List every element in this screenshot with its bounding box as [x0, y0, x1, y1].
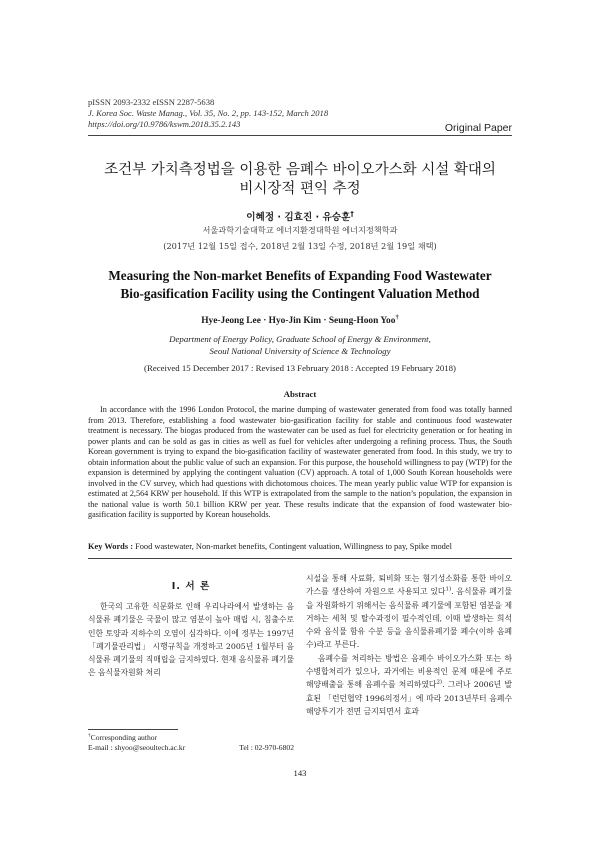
korean-title	[88, 161, 512, 199]
korean-title-line2: 비시장적 편익 추정	[239, 181, 361, 197]
footnote	[88, 733, 294, 753]
journal-header	[88, 97, 328, 130]
footnote-email[interactable]: E-mail : shyoo@seoultech.ac.kr	[88, 743, 186, 752]
reference-mark: 1)	[445, 586, 452, 593]
english-author-names: Hye-Jeong Lee · Hyo-Jin Kim · Seung-Hoon Yoo	[201, 316, 396, 326]
doi-link[interactable]: https://doi.org/10.9786/kswm.2018.35.2.143	[88, 119, 241, 129]
header-rule	[88, 135, 512, 136]
keywords-text: Food wastewater, Non-market benefits, Contingent valuation, Willingness to pay, Spike model	[135, 542, 452, 551]
journal-citation: J. Korea Soc. Waste Manag., Vol. 35, No. 2, pp. 143-152, March 2018	[88, 108, 329, 118]
reference-mark: 2)	[436, 679, 443, 686]
english-affiliation-line2: Seoul National University of Science & Technology	[209, 345, 391, 356]
keywords-label: Key Words :	[88, 542, 133, 551]
issn-line: pISSN 2093-2332 eISSN 2287-5638	[88, 97, 215, 107]
left-column	[88, 600, 294, 680]
korean-author-mark: †	[350, 209, 354, 218]
korean-authors	[88, 209, 512, 223]
page-number: 143	[293, 768, 307, 778]
intro-paragraph-1: 한국의 고유한 식문화로 인해 우리나라에서 발생하는 음식물류 폐기물은 국물이 많고 염분이 높아 매립 시, 침출수로 인한 토양과 지하수의 오염이 심각하다. 이에 정부는 1997년 「폐기물관리법」 시행규칙을 개정하고 2005년 1월부터 음식물류 폐기물의 직매립을 금지하였다. 현재 음식물류 폐기물은 음식물자원화 처리	[88, 602, 294, 678]
english-affiliation	[88, 334, 512, 357]
korean-dates: (2017년 12월 15일 접수, 2018년 2월 13일 수정, 2018년 2월 19일 채택)	[163, 241, 437, 251]
abstract-heading: Abstract	[283, 389, 317, 399]
article-type: Original Paper	[444, 122, 512, 134]
korean-affiliation: 서울과학기술대학교 에너지환경대학원 에너지정책학과	[202, 225, 398, 235]
intro-paragraph-2: 음폐수를 처리하는 방법은 음폐수 바이오가스화 또는 하수병합처리가 있으나, 과거에는 비용적인 문제 때문에 주로 해양배출을 통해 음폐수를 처리하였다$^{2)}$. 그러나 2006년 발효된 「런던협약 1996의정서」에 따라 2013년부터 음폐수 해양투기가 전면 금지되면서 효과	[306, 653, 512, 716]
english-authors	[88, 313, 512, 326]
section-heading: I. 서 론	[171, 581, 211, 592]
english-title-line1: Measuring the Non-market Benefits of Expanding Food Wastewater	[108, 268, 492, 283]
korean-author-names: 이혜정 · 김효진 · 유승훈	[246, 212, 351, 223]
abstract-text: In accordance with the 1996 London Protocol, the marine dumping of wastewater generated from food was totally banned from 2013. Therefore, establishing a food wastewater bio-gasification facility for stable and continuous food wastewater treatment is necessary. The biogas produced from the wastewater can be used as fuel for electricity generation or for heating in power plants and can be sold as gas in cities as well as fuel for vehicles after undergoing a refining process. Thus, the South Korean government is trying to expand the bio-gasification facility of wastewater generated from food. In this study, we try to obtain information about the public value of such an expansion. For this purpose, the household willingness to pay (WTP) for the expansion is determined by applying the contingent valuation (CV) approach. A total of 1,000 South Korean households were involved in the CV survey, which had questions with dichotomous choices. The mean yearly public value WTP for expansion is estimated at 2,564 KRW per household. If this WTP is extrapolated from the sample to the nation’s population, the expansion in the national value is worth 50.1 billion KRW per year. These results indicate that the expansion of food wastewater bio-gasification facility is supported by Korean households.	[88, 405, 512, 520]
footnote-rule	[88, 729, 178, 730]
right-column	[306, 572, 512, 718]
korean-title-line1: 조건부 가치측정법을 이용한 음폐수 바이오가스화 시설 확대의	[104, 162, 496, 178]
english-dates: (Received 15 December 2017 : Revised 13 February 2018 : Accepted 19 February 2018)	[144, 363, 456, 373]
english-affiliation-line1: Department of Energy Policy, Graduate School of Energy & Environment,	[169, 334, 431, 344]
footnote-tel: Tel : 02-970-6802	[239, 743, 294, 752]
abstract-rule	[88, 558, 512, 559]
english-title-line2: Bio-gasification Facility using the Contingent Valuation Method	[120, 286, 480, 301]
footnote-corresponding: †Corresponding author	[88, 732, 158, 742]
keywords	[88, 542, 512, 551]
intro-paragraph-1-cont: 시설을 통해 사료화, 퇴비화 또는 혐기성소화를 통한 바이오가스를 생산하여 자원으로 사용되고 있다$^{1)}$. 음식물류 폐기물을 자원화하기 위해서는 음식물류 폐기물에 포함된 염분을 제거하는 세척 및 탈수과정이 필수적인데, 이때 발생하는 희석수와 음식물 함유 수분 등을 음식물류폐기물 폐수(이하 음폐수)라고 부른다.	[306, 574, 512, 650]
english-title	[88, 267, 512, 303]
english-author-mark: †	[395, 313, 399, 321]
